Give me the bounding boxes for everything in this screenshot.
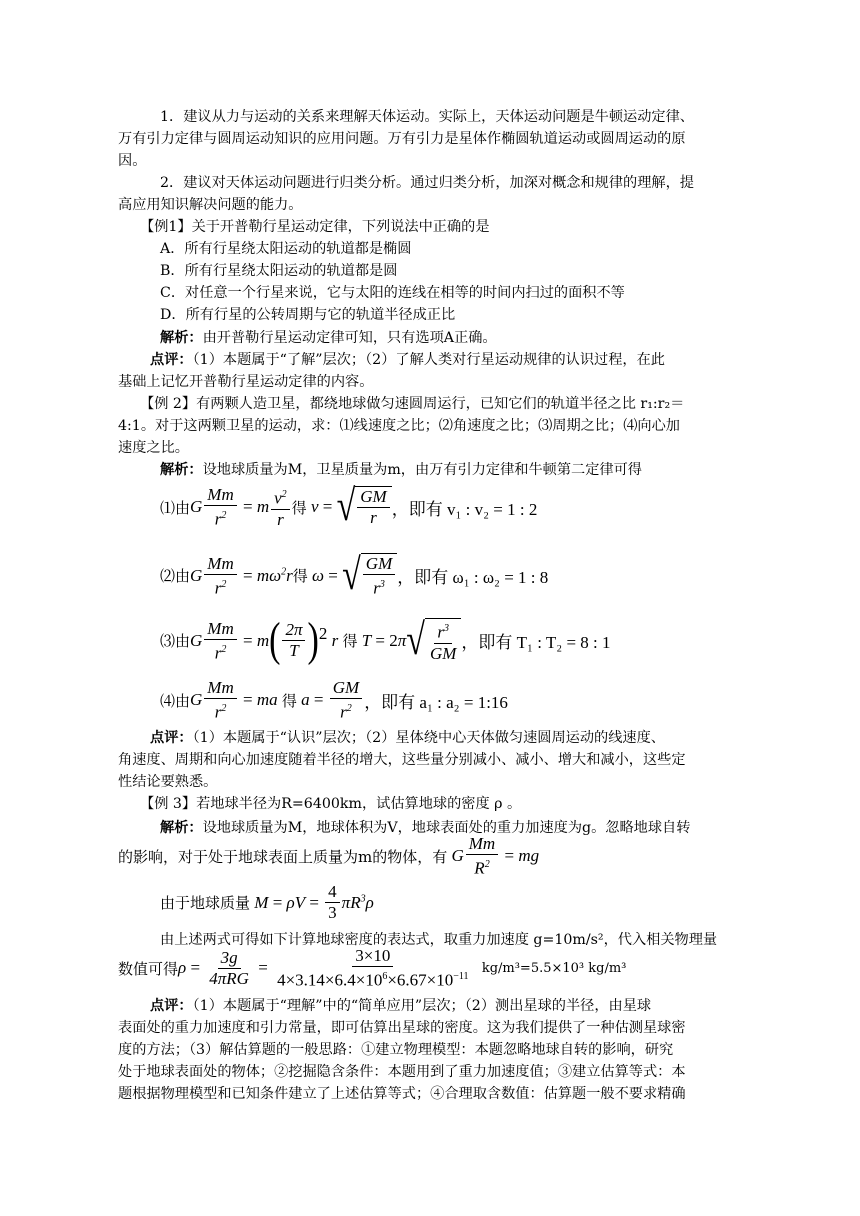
comment-label: 点评： (150, 730, 193, 746)
example2-comment-line2: 角速度、周期和向心加速度随着半径的增大，这些量分别减小、减小、增大和减小，这些定 (118, 752, 686, 768)
density-formula-prefix: 数值可得 (118, 959, 179, 978)
mass-formula: 由于地球质量 M = ρV = $\frac{4}{3}$ $\pi R^3\rho$ (160, 882, 374, 922)
analysis-text: 设地球质量为M，卫星质量为m，由万有引力定律和牛顿第二定律可得 (202, 462, 642, 478)
formula-4: ⑷由 G $\frac{Mm}{r^2}$ = ma 得 a = $\frac{GM}{r^2}$ ，即有 a₁ : a₂ = 1:16 (160, 678, 508, 722)
example2-comment-line3: 性结论要熟悉。 (118, 774, 218, 790)
comment-text: （1）本题属于“了解”层次；（2）了解人类对行星运动规律的认识过程，在此 (192, 352, 665, 368)
formula-1-mid: 得 (291, 498, 307, 517)
formula-1-result: ，即有 v₁ : v₂ = 1 : 2 (391, 499, 538, 519)
formula-3-mid: 得 (342, 632, 358, 651)
density-formula: 数值可得 ρ = $\frac{3g}{\text{4πRG}}$ = $\frac{3\times 10}{4\times 3.14\times 6.4\times 10^6\times 6.67\times 10^{-11}}$ kg/m³=5.5×10³ kg/m³ (118, 946, 627, 990)
formula-1-prefix: ⑴由 (160, 498, 191, 517)
formula-1: ⑴由 G $\frac{Mm}{r^2}$ = m $\frac{v^2}{r}$ 得 v = √ $\frac{GM}{r}$ ，即有 v₁ : v₂ = 1 : 2 (160, 482, 538, 531)
example2-comment-line1 (150, 728, 770, 748)
formula-2-result: ，即有 ω₁ : ω₂ = 1 : 8 (397, 568, 549, 588)
example3-title: 【例 3】若地球半径为R=6400km，试估算地球的密度 ρ 。 (140, 796, 522, 812)
example3-comment-line3: 度的方法；（3）解估算题的一般思路：①建立物理模型：本题忽略地球自转的影响，研究 (118, 1042, 674, 1058)
example2-analysis (160, 460, 780, 480)
analysis-text-2: 的影响，对于处于地球表面上质量为m的物体，有 (118, 847, 448, 866)
para1-line1: 1．建议从力与运动的关系来理解天体运动。实际上，天体运动问题是牛顿运动定律、 (160, 109, 694, 125)
formula-3-prefix: ⑶由 (160, 632, 191, 651)
comment-text: （1）本题属于“理解”中的“简单应用”层次；（2）测出星球的半径，由星球 (192, 998, 652, 1014)
comment-label: 点评： (150, 998, 193, 1014)
formula-4-mid: 得 (281, 691, 297, 710)
para2-line1: 2．建议对天体运动问题进行归类分析。通过归类分析，加深对概念和规律的理解，提 (160, 175, 694, 191)
example3-analysis-line2: 的影响，对于处于地球表面上质量为m的物体，有 G $\frac{Mm}{R^2}$ = mg (118, 834, 540, 878)
example2-title-line2: 4:1。对于这两颗卫星的运动，求：⑴线速度之比；⑵角速度之比；⑶周期之比；⑷向心加 (118, 418, 680, 434)
example3-comment-line4: 处于地球表面处的物体；②挖掘隐含条件：本题用到了重力加速度值；③建立估算等式：本 (118, 1064, 686, 1080)
example3-comment-line5: 题根据物理模型和已知条件建立了上述估算等式；④合理取含数值：估算题一般不要求精确 (118, 1086, 686, 1102)
analysis-label: 解析： (160, 462, 203, 478)
comment-label: 点评： (150, 352, 193, 368)
formula-3-result: ，即有 T₁ : T₂ = 8 : 1 (461, 633, 611, 653)
example1-option-b: B．所有行星绕太阳运动的轨道都是圆 (160, 263, 398, 279)
example1-option-c: C．对任意一个行星来说，它与太阳的连线在相等的时间内扫过的面积不等 (160, 285, 625, 301)
example1-comment-line1 (150, 350, 770, 370)
analysis-text: 由开普勒行星运动定律可知，只有选项A正确。 (202, 330, 497, 346)
analysis-label: 解析： (160, 820, 203, 836)
formula-2-mid: 得 (292, 567, 308, 586)
para1-line3: 因。 (118, 153, 147, 169)
analysis-label: 解析： (160, 330, 203, 346)
example2-title-line1: 【例 2】有两颗人造卫星，都绕地球做匀速圆周运行，已知它们的轨道半径之比 r₁:r₂＝ (140, 396, 685, 412)
example1-comment-line2: 基础上记忆开普勒行星运动定律的内容。 (118, 374, 374, 390)
example1-option-d: D．所有行星的公转周期与它的轨道半径成正比 (160, 307, 456, 323)
example3-comment-line2: 表面处的重力加速度和引力常量，即可估算出星球的密度。这为我们提供了一种估测星球密 (118, 1020, 686, 1036)
example2-title-line3: 速度之比。 (118, 440, 189, 456)
example1-title: 【例1】关于开普勒行星运动定律，下列说法中正确的是 (140, 219, 490, 235)
example3-comment-line1 (150, 996, 770, 1016)
formula-4-result: ，即有 a₁ : a₂ = 1:16 (364, 692, 508, 712)
formula-2-prefix: ⑵由 (160, 567, 191, 586)
example1-analysis (160, 328, 780, 348)
density-result: kg/m³=5.5×10³ kg/m³ (481, 960, 627, 976)
formula-3: ⑶由 G $\frac{Mm}{r^2}$ = m ( $\frac{2\pi}{T}$ ) 2 r 得 T = 2 π √ $\frac{r^3}{GM}$ ，即有 T₁ : T₂ = 8 : 1 (160, 614, 611, 667)
mass-formula-prefix: 由于地球质量 (160, 894, 251, 912)
analysis-text: 设地球质量为M，地球体积为V，地球表面处的重力加速度为g。忽略地球自转 (202, 820, 691, 836)
para2-line2: 高应用知识解决问题的能力。 (118, 197, 303, 213)
example1-option-a: A．所有行星绕太阳运动的轨道都是椭圆 (160, 241, 412, 257)
formula-4-prefix: ⑷由 (160, 691, 191, 710)
formula-2: ⑵由 G $\frac{Mm}{r^2}$ = $m\omega^2r$ 得 ω = √ $\frac{GM}{r^3}$ ，即有 ω₁ : ω₂ = 1 : 8 (160, 551, 549, 600)
example3-expr-line: 由上述两式可得如下计算地球密度的表达式，取重力加速度 g=10m/s²，代入相关物理量 (160, 932, 718, 948)
comment-text: （1）本题属于“认识”层次；（2）星体绕中心天体做匀速圆周运动的线速度、 (192, 730, 665, 746)
para1-line2: 万有引力定律与圆周运动知识的应用问题。万有引力是星体作椭圆轨道运动或圆周运动的原 (118, 131, 686, 147)
